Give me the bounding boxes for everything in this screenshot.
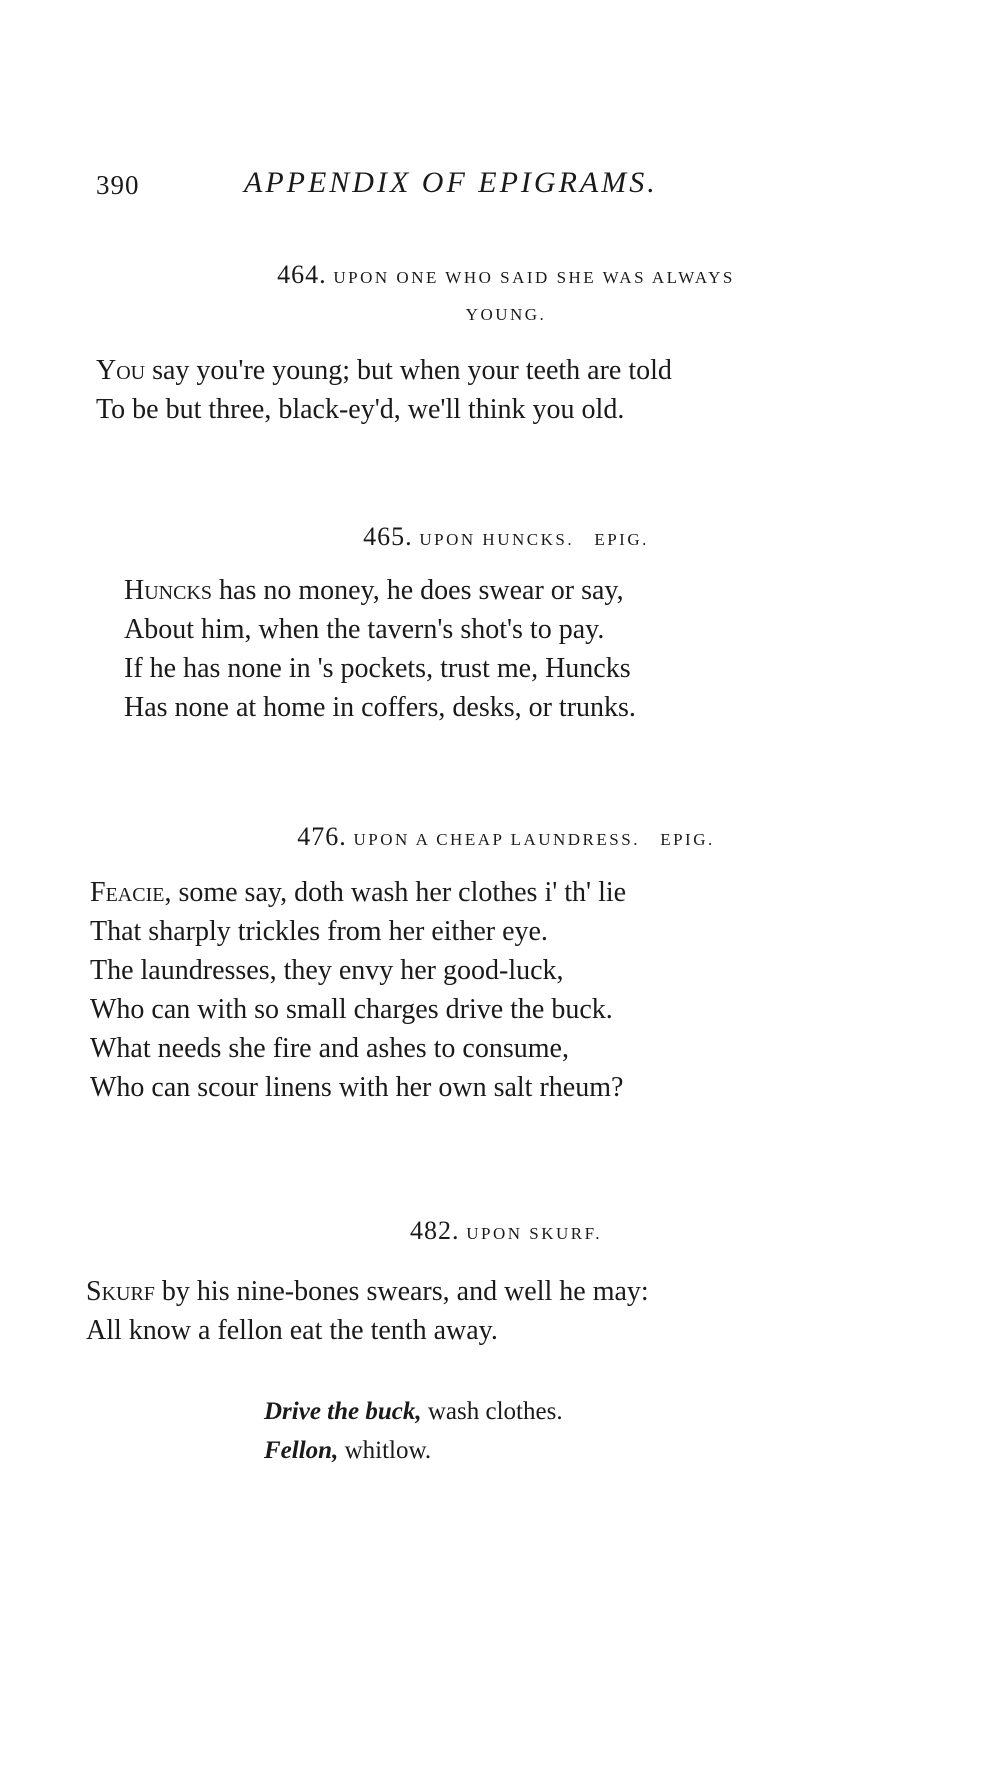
epigram-poem [96, 351, 672, 429]
poem-line: If he has none in 's pockets, trust me, Huncks [124, 653, 631, 684]
poem-line: What needs she fire and ashes to consume, [90, 1033, 569, 1064]
epigram-title-line [96, 518, 916, 558]
glossary-notes [264, 1392, 563, 1470]
epigram-title-line [96, 818, 916, 858]
page-header [96, 166, 916, 206]
poem-line: Feacie, some say, doth wash her clothes i' th' lie [90, 877, 627, 908]
poem-line: You say you're young; but when your teeth are told [96, 355, 672, 386]
epigram-title-text: UPON HUNCKS. EPIG. [419, 530, 649, 549]
epigram-number: 465. [363, 522, 413, 551]
poem-line: To be but three, black-ey'd, we'll think you old. [96, 394, 625, 425]
poem-line: About him, when the tavern's shot's to pay. [124, 614, 605, 645]
glossary-entry [264, 1392, 563, 1431]
glossary-term: Fellon, [264, 1437, 339, 1464]
poem-line: All know a fellon eat the tenth away. [86, 1315, 498, 1346]
epigram-title [96, 518, 916, 558]
epigram-title [96, 1212, 916, 1252]
epigram-number: 464. [277, 260, 327, 289]
epigram-title [96, 256, 916, 333]
page-number: 390 [96, 170, 140, 200]
epigram-title-line [96, 1212, 916, 1252]
epigram-poem [124, 571, 636, 727]
running-head: APPENDIX OF EPIGRAMS. [244, 166, 658, 199]
epigram-title-text: UPON A CHEAP LAUNDRESS. EPIG. [353, 830, 715, 849]
epigram-poem [86, 1272, 649, 1350]
poem-line: That sharply trickles from her either eye. [90, 916, 548, 947]
glossary-definition: whitlow. [338, 1437, 432, 1464]
glossary-definition: wash clothes. [421, 1398, 563, 1425]
poem-line: The laundresses, they envy her good-luck, [90, 955, 564, 986]
epigram-title-text: UPON ONE WHO SAID SHE WAS ALWAYS [333, 268, 735, 287]
poem-line: Skurf by his nine-bones swears, and well he may: [86, 1276, 649, 1307]
poem-line: Who can scour linens with her own salt rheum? [90, 1072, 624, 1103]
poem-line: Has none at home in coffers, desks, or trunks. [124, 692, 636, 723]
poem-line: Huncks has no money, he does swear or say, [124, 575, 624, 606]
epigram-poem [90, 873, 626, 1107]
epigram-number: 482. [410, 1216, 460, 1245]
epigram-title [96, 818, 916, 858]
poem-line: Who can with so small charges drive the buck. [90, 994, 613, 1025]
glossary-term: Drive the buck, [264, 1398, 422, 1425]
epigram-title-line [96, 256, 916, 296]
epigram-title-text: UPON SKURF. [466, 1224, 602, 1243]
epigram-title-line: YOUNG. [465, 305, 547, 324]
epigram-number: 476. [297, 822, 347, 851]
glossary-entry [264, 1431, 563, 1470]
